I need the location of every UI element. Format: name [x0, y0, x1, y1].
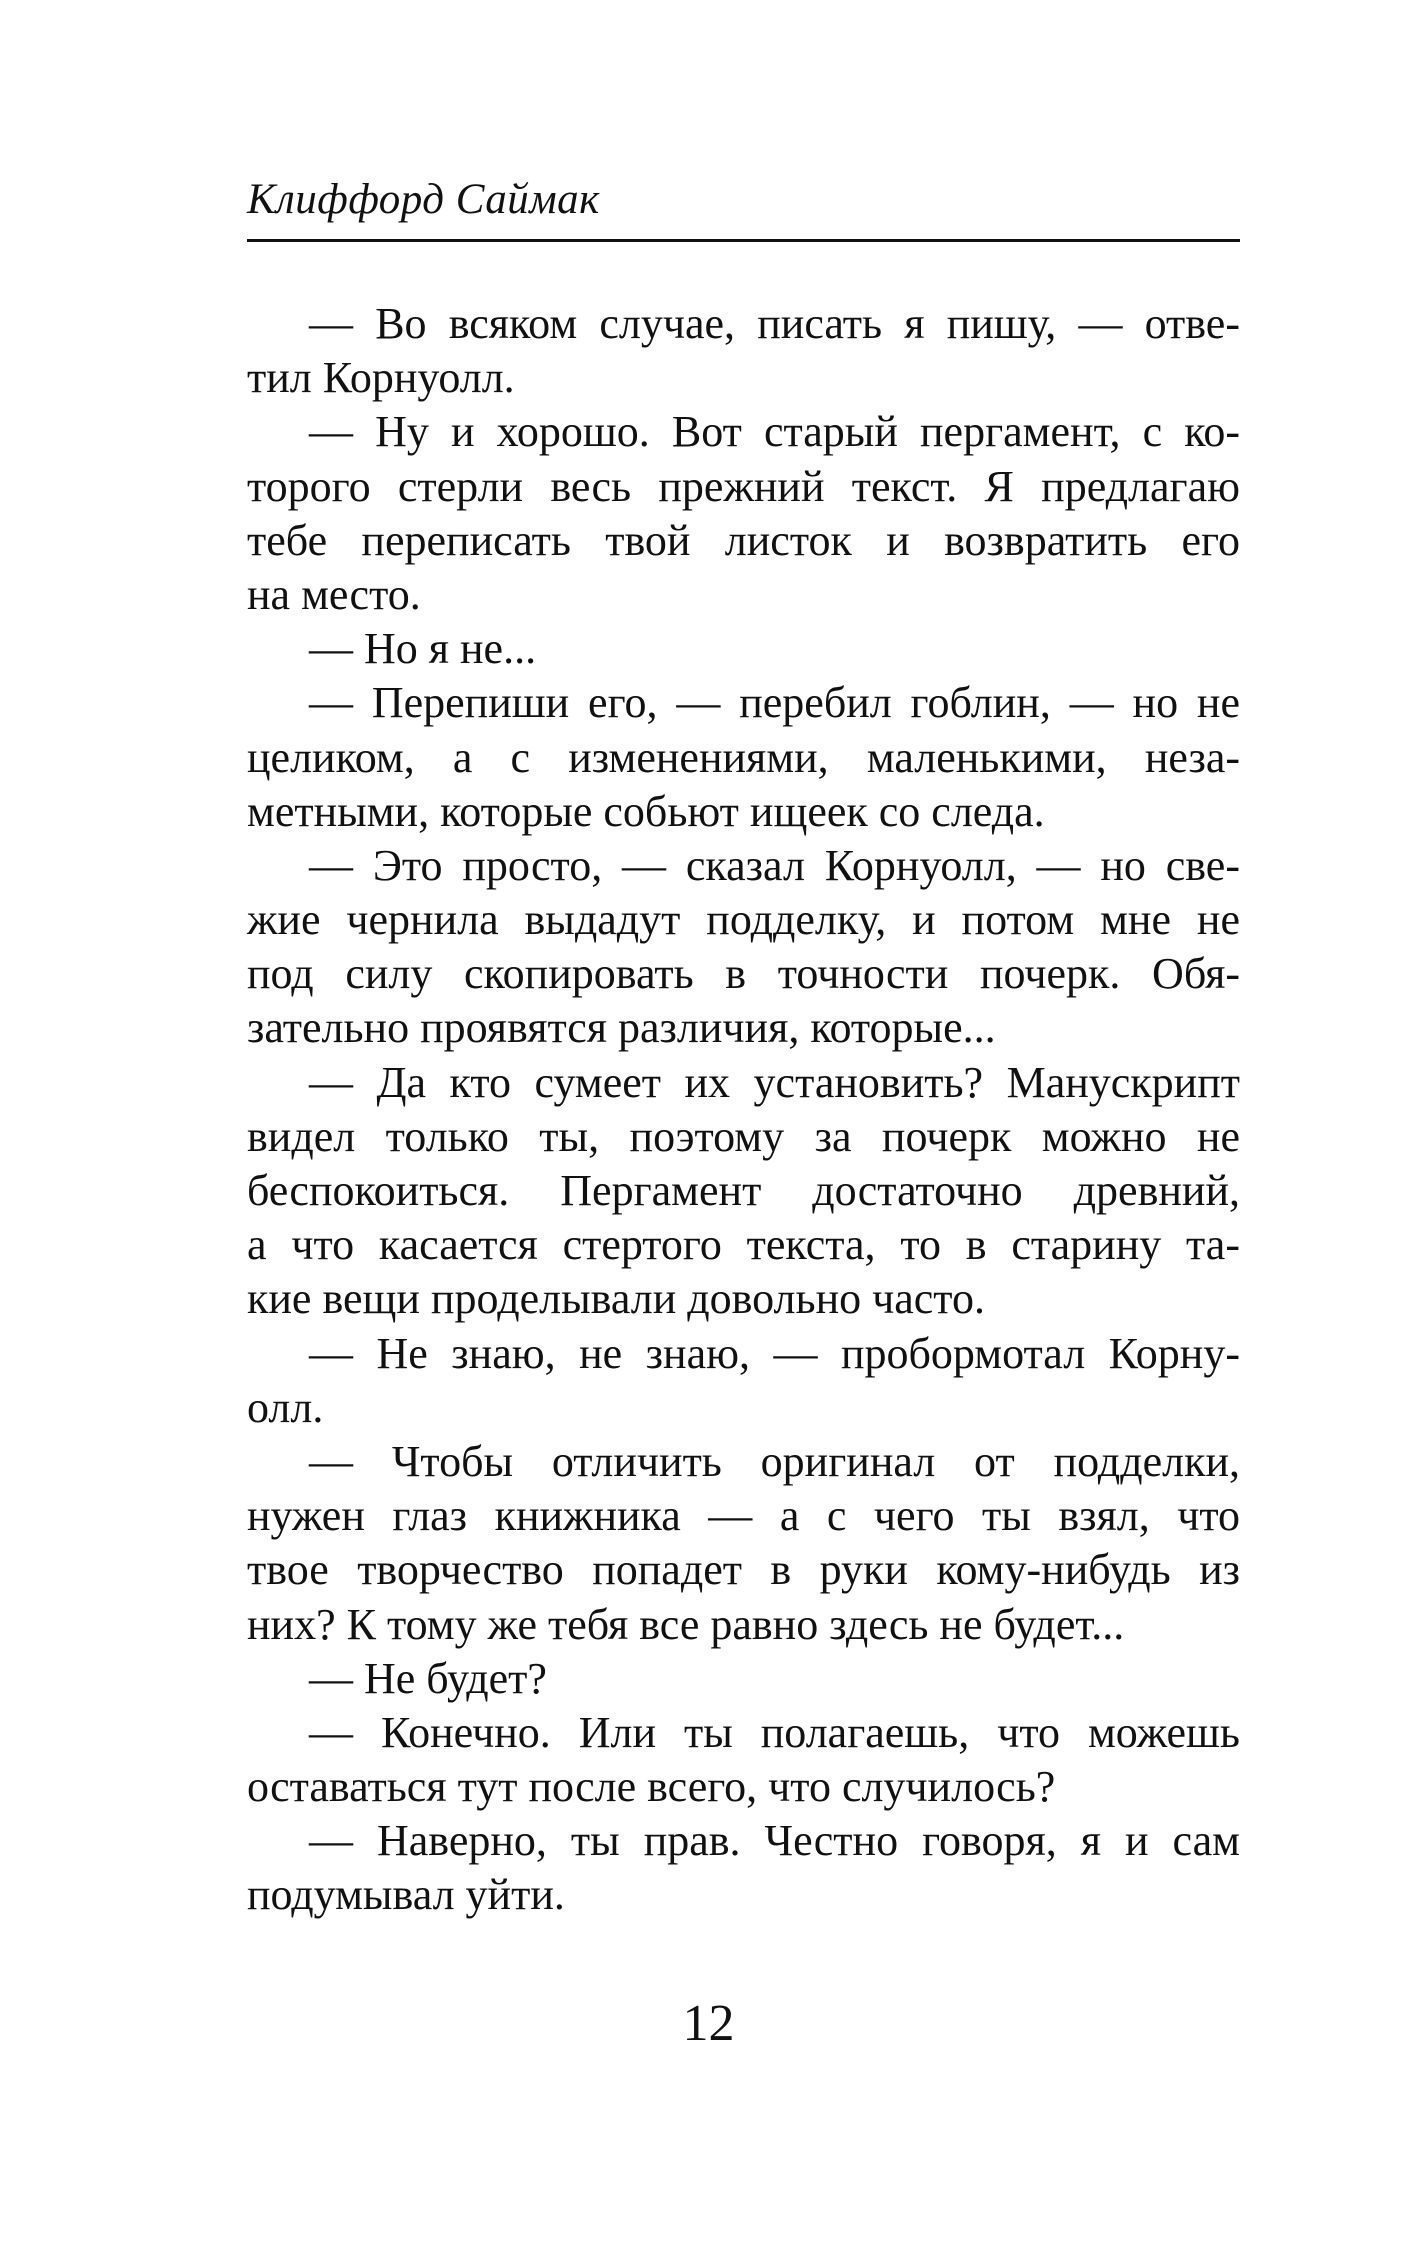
text-line: — Но я не...: [309, 624, 537, 674]
text-line: а что касается стертого текста, то в старину та-: [247, 1220, 1240, 1270]
text-line: — Да кто сумеет их установить? Манускрипт: [309, 1057, 1240, 1107]
text-line: жие чернила выдадут подделку, и потом мне не: [247, 895, 1240, 945]
text-line: тил Корнуолл.: [247, 353, 515, 403]
text-line: них? К тому же тебя все равно здесь не будет...: [247, 1599, 1125, 1649]
text-line: — Не будет?: [309, 1653, 547, 1703]
body-text: [247, 297, 1240, 1923]
text-line: — Перепиши его, — перебил гоблин, — но не: [309, 678, 1240, 728]
text-line: твое творчество попадет в руки кому-нибудь из: [247, 1545, 1240, 1595]
text-line: на место.: [247, 569, 421, 619]
text-line: под силу скопировать в точности почерк. Обя-: [247, 949, 1240, 999]
text-line: нужен глаз книжника — а с чего ты взял, что: [247, 1491, 1240, 1541]
text-line: метными, которые собьют ищеек со следа.: [247, 786, 1045, 836]
text-line: — Ну и хорошо. Вот старый пергамент, с ко-: [309, 407, 1240, 457]
running-head: Клиффорд Саймак: [247, 176, 600, 223]
text-line: беспокоиться. Пергамент достаточно древний,: [247, 1166, 1240, 1215]
text-line: — Это просто, — сказал Корнуолл, — но све-: [309, 840, 1240, 890]
text-line: оставаться тут после всего, что случилось?: [247, 1762, 1056, 1812]
text-line: целиком, а с изменениями, маленькими, неза-: [247, 732, 1240, 782]
text-line: — Не знаю, не знаю, — пробормотал Корну-: [309, 1328, 1240, 1378]
text-line: — Во всяком случае, писать я пишу, — отве-: [309, 299, 1240, 348]
text-line: зательно проявятся различия, которые...: [247, 1003, 996, 1053]
text-line: — Чтобы отличить оригинал от подделки,: [309, 1436, 1240, 1486]
text-line: кие вещи проделывали довольно часто.: [247, 1274, 985, 1324]
text-line: — Конечно. Или ты полагаешь, что можешь: [309, 1707, 1240, 1757]
text-line: подумывал уйти.: [247, 1870, 565, 1920]
text-line: торого стерли весь прежний текст. Я предлагаю: [247, 461, 1240, 511]
text-line: олл.: [247, 1382, 324, 1432]
text-line: тебе переписать твой листок и возвратить его: [247, 515, 1240, 565]
page-number: 12: [682, 1995, 735, 2052]
text-line: видел только ты, поэтому за почерк можно не: [247, 1111, 1240, 1161]
text-line: — Наверно, ты прав. Честно говоря, я и сам: [309, 1816, 1240, 1866]
header-rule: [247, 239, 1240, 242]
